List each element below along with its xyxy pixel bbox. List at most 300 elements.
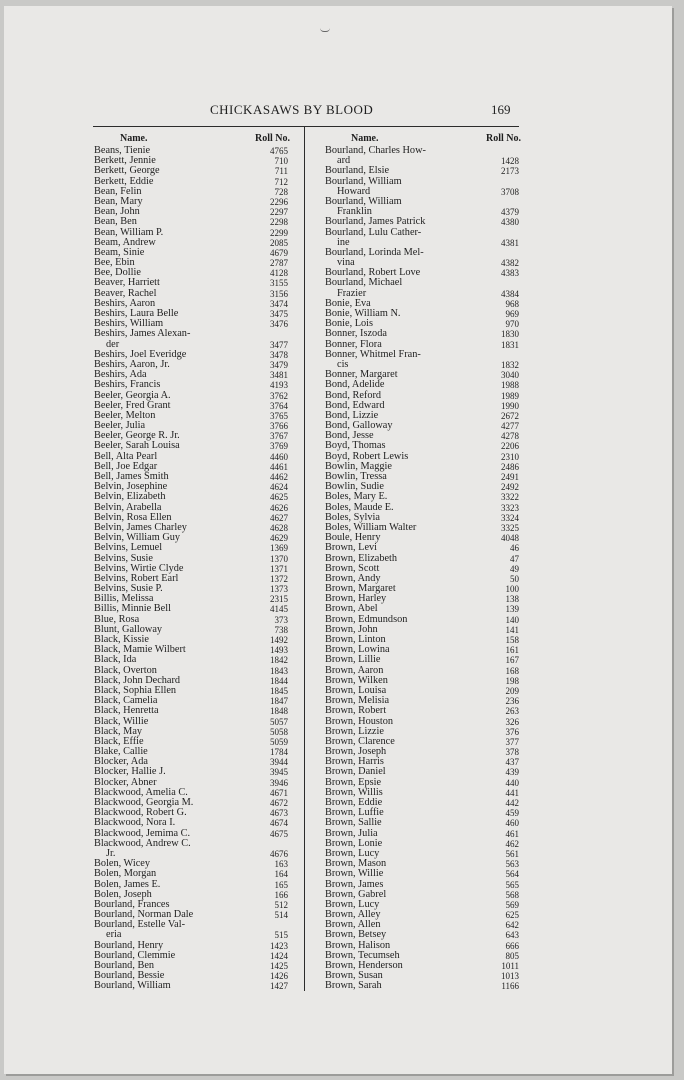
entry-name: Beshirs, Aaron (94, 297, 156, 309)
entry-name: Belvins, Lemuel (94, 542, 163, 554)
entry-roll-number: 1372 (270, 573, 288, 584)
entry-roll-number: 4128 (270, 268, 288, 279)
entry-roll-number: 1013 (501, 971, 519, 982)
name-header: Name. (120, 133, 148, 144)
entry-roll-number: 376 (505, 726, 519, 737)
entry-name: Bourland, William (325, 195, 402, 207)
entry-name: Belvin, Arabella (94, 501, 162, 513)
entry-roll-number: 4461 (270, 461, 288, 472)
entry-roll-number: 515 (274, 930, 288, 941)
entry-name: Brown, Lowina (325, 644, 390, 656)
entry-roll-number: 4381 (501, 237, 519, 248)
entry-roll-number: 1428 (501, 156, 519, 167)
entry-roll-number: 4460 (270, 451, 288, 462)
entry-name: Bonner, Whitmel Fran- (325, 348, 421, 360)
entry-roll-number: 3474 (270, 298, 288, 309)
entry-name: Bourland, Estelle Val- (94, 919, 186, 931)
entry-name: Brown, James (325, 878, 384, 890)
roll-entry (94, 380, 290, 390)
entry-roll-number: 461 (505, 828, 519, 839)
entry-name: Bourland, Henry (94, 939, 164, 951)
entry-name: Brown, Mason (325, 858, 387, 870)
entry-roll-number: 4765 (270, 146, 288, 156)
entry-roll-number: 3324 (501, 512, 519, 523)
entry-roll-number: 3944 (270, 757, 288, 768)
entry-roll-number: 625 (505, 910, 519, 921)
entry-roll-number: 643 (505, 930, 519, 941)
roll-entry (325, 146, 521, 156)
entry-name: Brown, Gabrel (325, 888, 387, 900)
entry-name: Beshirs, Laura Belle (94, 308, 179, 319)
roll-entry (94, 869, 290, 879)
entry-name: Bourland, Michael (325, 277, 403, 289)
entry-name: Bond, Edward (325, 399, 385, 411)
entry-name: Bourland, James Patrick (325, 216, 426, 228)
entry-name: Beshirs, Joel Everidge (94, 348, 187, 360)
page-number: 169 (491, 102, 511, 117)
entry-name: Brown, Harley (325, 593, 387, 605)
entry-roll-number: 4278 (501, 431, 519, 442)
entry-name: Howard (337, 185, 371, 197)
entry-roll-number: 4626 (270, 502, 288, 513)
column-divider (304, 127, 305, 991)
entry-roll-number: 2315 (270, 594, 288, 605)
entry-roll-number: 4628 (270, 522, 288, 533)
entry-name: Brown, Sarah (325, 980, 382, 992)
entry-roll-number: 4627 (270, 512, 288, 523)
entry-name: Black, Camelia (94, 695, 158, 707)
entry-name: Berkett, Jennie (94, 155, 156, 167)
entry-name: Brown, Eddie (325, 797, 383, 808)
entry-roll-number: 166 (274, 889, 288, 900)
entry-roll-number: 263 (505, 706, 519, 717)
entry-roll-number: 3477 (270, 339, 288, 350)
entry-roll-number: 2297 (270, 207, 288, 218)
entry-name: Bourland, Bessie (94, 970, 165, 982)
entry-roll-number: 1371 (270, 563, 288, 574)
entry-roll-number: 4145 (270, 604, 288, 615)
roll-entry (94, 217, 290, 227)
entry-name: Brown, Harris (325, 756, 384, 768)
entry-name: Billis, Melissa (94, 593, 154, 605)
entry-roll-number: 2787 (270, 258, 288, 269)
entry-roll-number: 1831 (501, 339, 519, 350)
entry-name: Brown, Sallie (325, 817, 382, 829)
entry-roll-number: 378 (505, 747, 519, 758)
entry-name: Beam, Sinie (94, 246, 145, 258)
entry-roll-number: 4624 (270, 482, 288, 493)
entry-name: Brown, Abel (325, 603, 378, 615)
roll-entry (325, 869, 521, 879)
entry-roll-number: 3946 (270, 777, 288, 788)
entry-name: Blackwood, Nora I. (94, 817, 176, 829)
entry-roll-number: 3479 (270, 359, 288, 370)
entry-name: Belvins, Robert Earl (94, 572, 179, 584)
entry-roll-number: 168 (505, 665, 519, 676)
entry-name: Brown, Lizzie (325, 725, 384, 737)
entry-name: Bell, Alta Pearl (94, 450, 158, 462)
entry-name: Blunt, Galloway (94, 623, 163, 635)
entry-roll-number: 561 (505, 848, 519, 859)
entry-name: Brown, Joseph (325, 746, 387, 758)
entry-name: Brown, Scott (325, 562, 380, 574)
entry-name: Bowlin, Tressa (325, 471, 387, 482)
entry-name: Brown, Wilken (325, 674, 388, 686)
entry-name: Belvins, Susie (94, 552, 153, 564)
entry-name: Beshirs, William (94, 318, 164, 330)
entry-name: Beshirs, James Alexan- (94, 328, 191, 340)
entry-roll-number: 969 (505, 309, 519, 319)
entry-name: Boles, Maude E. (325, 501, 394, 513)
entry-name: Bourland, Lulu Cather- (325, 226, 422, 238)
entry-name: Beshirs, Ada (94, 369, 147, 381)
entry-name: Bell, James Smith (94, 471, 169, 482)
entry-roll-number: 3767 (270, 431, 288, 442)
roll-entry (325, 380, 521, 390)
entry-roll-number: 968 (505, 298, 519, 309)
entry-name: Frazier (337, 287, 367, 299)
entry-roll-number: 1492 (270, 635, 288, 645)
entry-roll-number: 3155 (270, 278, 288, 289)
entry-name: Beeler, Melton (94, 409, 156, 421)
entry-roll-number: 512 (274, 899, 288, 910)
entry-roll-number: 1843 (270, 665, 288, 676)
entry-name: Blackwood, Andrew C. (94, 837, 191, 849)
entry-roll-number: 711 (274, 166, 288, 177)
entry-name: Bonie, William N. (325, 308, 401, 319)
entry-name: Brown, Margaret (325, 583, 396, 595)
entry-roll-number: 138 (505, 594, 519, 605)
entry-name: ard (337, 155, 351, 167)
entry-roll-number: 3708 (501, 186, 519, 197)
entry-roll-number: 4277 (501, 421, 519, 432)
entry-name: Bourland, Elsie (325, 165, 390, 177)
roll-entry (94, 706, 290, 716)
entry-name: Bonner, Flora (325, 338, 382, 350)
entry-name: Franklin (337, 206, 372, 218)
entry-name: Brown, Elizabeth (325, 552, 398, 564)
entry-roll-number: 441 (505, 787, 519, 798)
header-rule (93, 126, 519, 127)
entry-roll-number: 4672 (270, 798, 288, 808)
entry-name: vina (337, 257, 355, 269)
entry-roll-number: 2491 (501, 472, 519, 482)
document-page (4, 6, 672, 1074)
entry-name: Brown, Willie (325, 868, 384, 880)
entry-roll-number: 1830 (501, 329, 519, 340)
entry-name: Bee, Dollie (94, 267, 141, 279)
entry-roll-number: 3156 (270, 288, 288, 299)
entry-roll-number: 3476 (270, 319, 288, 330)
paper-mark (320, 28, 330, 32)
entry-roll-number: 5059 (270, 736, 288, 747)
entry-name: Bell, Joe Edgar (94, 460, 158, 472)
entry-roll-number: 167 (505, 655, 519, 666)
entry-name: Bourland, Lorinda Mel- (325, 246, 424, 258)
entry-roll-number: 326 (505, 716, 519, 727)
entry-name: Bolen, James E. (94, 878, 161, 890)
roll-header: Roll No. (486, 133, 521, 144)
entry-name: Brown, Aaron (325, 664, 384, 676)
entry-roll-number: 165 (274, 879, 288, 890)
roll-entry (325, 706, 521, 716)
entry-roll-number: 46 (510, 543, 519, 554)
entry-name: Bourland, Norman Dale (94, 909, 194, 921)
entry-roll-number: 163 (274, 859, 288, 870)
roll-entry (94, 329, 290, 339)
entry-roll-number: 4379 (501, 207, 519, 218)
entry-roll-number: 4673 (270, 808, 288, 819)
entry-name: Blackwood, Jemima C. (94, 827, 191, 839)
entry-roll-number: 1427 (270, 981, 288, 992)
entry-roll-number: 1423 (270, 940, 288, 951)
entry-name: Bolen, Joseph (94, 888, 152, 900)
left-rows (94, 146, 290, 992)
entry-roll-number: 373 (274, 614, 288, 625)
roll-entry (94, 543, 290, 553)
entry-roll-number: 712 (274, 176, 288, 187)
entry-name: Billis, Minnie Bell (94, 603, 171, 615)
entry-roll-number: 2310 (501, 451, 519, 462)
entry-roll-number: 514 (274, 910, 288, 921)
entry-name: Black, John Dechard (94, 674, 181, 686)
entry-roll-number: 209 (505, 685, 519, 696)
entry-name: Bond, Adelide (325, 379, 385, 391)
entry-name: Bolen, Wicey (94, 858, 151, 870)
entry-roll-number: 2299 (270, 227, 288, 238)
entry-roll-number: 439 (505, 767, 519, 778)
entry-name: Bond, Lizzie (325, 409, 379, 421)
entry-roll-number: 3325 (501, 522, 519, 533)
entry-name: Bean, Felin (94, 185, 142, 197)
entry-roll-number: 4048 (501, 533, 519, 544)
entry-name: Brown, Julia (325, 827, 378, 839)
entry-roll-number: 377 (505, 736, 519, 747)
entry-name: Blue, Rosa (94, 613, 140, 625)
entry-name: Brown, Lucy (325, 847, 380, 859)
entry-name: Jr. (106, 847, 116, 859)
entry-roll-number: 1988 (501, 380, 519, 391)
entry-name: Brown, Lonie (325, 837, 383, 849)
entry-roll-number: 2298 (270, 217, 288, 228)
entry-name: Boyd, Thomas (325, 440, 386, 452)
entry-name: Beeler, Georgia A. (94, 389, 171, 401)
entry-roll-number: 2206 (501, 441, 519, 452)
entry-name: Brown, Clarence (325, 735, 395, 747)
entry-name: Black, May (94, 725, 143, 737)
entry-roll-number: 139 (505, 604, 519, 615)
entry-roll-number: 440 (505, 777, 519, 788)
entry-name: Boles, William Walter (325, 521, 417, 533)
entry-roll-number: 3478 (270, 349, 288, 360)
entry-name: Brown, Allen (325, 919, 381, 931)
entry-name: Belvins, Wirtie Clyde (94, 562, 184, 574)
entry-roll-number: 1373 (270, 584, 288, 595)
entry-name: Brown, Epsie (325, 776, 382, 788)
entry-roll-number: 3769 (270, 441, 288, 452)
entry-roll-number: 1990 (501, 400, 519, 411)
entry-roll-number: 569 (505, 899, 519, 910)
entry-roll-number: 460 (505, 818, 519, 829)
entry-roll-number: 2672 (501, 410, 519, 421)
entry-roll-number: 1847 (270, 696, 288, 707)
entry-name: Brown, Alley (325, 909, 381, 921)
entry-roll-number: 2085 (270, 237, 288, 248)
entry-name: Beeler, George R. Jr. (94, 430, 180, 442)
left-column (94, 133, 290, 992)
entry-roll-number: 564 (505, 869, 519, 880)
entry-roll-number: 1166 (501, 981, 519, 992)
entry-name: eria (106, 929, 122, 941)
entry-name: Bean, William P. (94, 226, 164, 238)
entry-name: Bean, Mary (94, 195, 143, 207)
entry-name: Beaver, Harriett (94, 277, 160, 289)
roll-entry (325, 981, 521, 991)
entry-roll-number: 442 (505, 798, 519, 808)
entry-roll-number: 970 (505, 319, 519, 330)
entry-roll-number: 141 (505, 624, 519, 635)
entry-roll-number: 2492 (501, 482, 519, 493)
entry-roll-number: 565 (505, 879, 519, 890)
entry-name: Brown, Louisa (325, 684, 387, 696)
entry-name: Brown, Halison (325, 939, 391, 951)
entry-roll-number: 4675 (270, 828, 288, 839)
entry-roll-number: 4383 (501, 268, 519, 279)
entry-name: Belvin, James Charley (94, 521, 187, 533)
entry-name: Black, Mamie Wilbert (94, 644, 186, 656)
roll-entry (94, 981, 290, 991)
entry-name: Brown, Luffie (325, 807, 384, 819)
entry-roll-number: 462 (505, 838, 519, 849)
entry-roll-number: 1845 (270, 685, 288, 696)
entry-roll-number: 5057 (270, 716, 288, 727)
entry-roll-number: 3766 (270, 421, 288, 432)
entry-name: Bolen, Morgan (94, 868, 157, 880)
entry-roll-number: 2486 (501, 461, 519, 472)
roll-entry (94, 920, 290, 930)
entry-roll-number: 4679 (270, 247, 288, 258)
entry-name: Bonie, Eva (325, 297, 371, 309)
entry-name: Brown, Houston (325, 715, 394, 727)
entry-name: Bourland, Charles How- (325, 145, 426, 156)
entry-roll-number: 5058 (270, 726, 288, 737)
entry-roll-number: 1369 (270, 543, 288, 554)
entry-roll-number: 4193 (270, 380, 288, 391)
entry-roll-number: 198 (505, 675, 519, 686)
entry-roll-number: 140 (505, 614, 519, 625)
entry-roll-number: 3322 (501, 492, 519, 503)
entry-name: Blackwood, Georgia M. (94, 797, 194, 808)
name-header: Name. (351, 133, 379, 144)
entry-roll-number: 1493 (270, 645, 288, 656)
entry-name: Beans, Tienie (94, 145, 151, 156)
page-header (4, 102, 672, 118)
entry-name: Bond, Jesse (325, 430, 374, 442)
entry-name: Bonner, Margaret (325, 369, 398, 381)
entry-name: Bowlin, Sudie (325, 481, 384, 493)
entry-roll-number: 1370 (270, 553, 288, 564)
entry-roll-number: 710 (274, 156, 288, 167)
entry-roll-number: 4671 (270, 787, 288, 798)
entry-roll-number: 1425 (270, 961, 288, 971)
entry-roll-number: 1424 (270, 950, 288, 961)
entry-name: Brown, Edmundson (325, 613, 408, 625)
entry-name: Berkett, George (94, 165, 160, 177)
entry-roll-number: 805 (505, 950, 519, 961)
entry-name: Beaver, Rachel (94, 287, 157, 299)
entry-roll-number: 728 (274, 186, 288, 197)
entry-name: Brown, Tecumseh (325, 949, 400, 961)
entry-roll-number: 3323 (501, 502, 519, 513)
entry-name: Blackwood, Amelia C. (94, 786, 188, 798)
entry-roll-number: 4629 (270, 533, 288, 544)
entry-roll-number: 4380 (501, 217, 519, 228)
entry-name: Bean, John (94, 206, 140, 218)
entry-name: Blocker, Ada (94, 756, 148, 768)
entry-name: Brown, Henderson (325, 960, 403, 971)
entry-name: Blocker, Abner (94, 776, 157, 788)
entry-name: Beeler, Julia (94, 420, 146, 432)
entry-name: Brown, Willis (325, 786, 383, 798)
entry-roll-number: 459 (505, 808, 519, 819)
entry-name: Brown, Levi (325, 542, 378, 554)
entry-roll-number: 437 (505, 757, 519, 768)
entry-roll-number: 100 (505, 584, 519, 595)
entry-name: Brown, Lucy (325, 898, 380, 910)
entry-name: Belvin, Elizabeth (94, 491, 166, 503)
entry-roll-number: 4384 (501, 288, 519, 299)
entry-name: Beam, Andrew (94, 236, 156, 248)
entry-name: Beshirs, Aaron, Jr. (94, 358, 170, 370)
entry-roll-number: 2173 (501, 166, 519, 177)
entry-name: Brown, Melisia (325, 695, 390, 707)
roll-entry (325, 543, 521, 553)
entry-name: Beeler, Fred Grant (94, 399, 171, 411)
entry-name: Beshirs, Francis (94, 379, 161, 391)
entry-name: Belvin, Josephine (94, 481, 168, 493)
entry-name: Brown, Linton (325, 634, 386, 645)
entry-roll-number: 3040 (501, 370, 519, 381)
entry-roll-number: 3762 (270, 390, 288, 401)
entry-name: Black, Willie (94, 715, 149, 727)
entry-name: Brown, Andy (325, 572, 381, 584)
entry-roll-number: 1011 (501, 961, 519, 971)
entry-roll-number: 1784 (270, 747, 288, 758)
entry-roll-number: 4625 (270, 492, 288, 503)
entry-name: cis (337, 358, 349, 370)
entry-name: Blocker, Hallie J. (94, 766, 166, 778)
roll-entry (325, 217, 521, 227)
entry-roll-number: 3481 (270, 370, 288, 381)
entry-name: Brown, Betsey (325, 929, 387, 941)
entry-roll-number: 1848 (270, 706, 288, 717)
entry-name: Bourland, William (94, 980, 171, 992)
entry-name: ine (337, 236, 350, 248)
entry-name: Black, Sophia Ellen (94, 684, 177, 696)
entry-name: Belvin, William Guy (94, 532, 181, 544)
entry-roll-number: 49 (510, 563, 519, 574)
entry-name: Blake, Callie (94, 746, 148, 758)
entry-name: Black, Kissie (94, 634, 149, 645)
entry-roll-number: 1844 (270, 675, 288, 686)
entry-roll-number: 2296 (270, 196, 288, 207)
entry-name: Brown, John (325, 623, 378, 635)
entry-roll-number: 164 (274, 869, 288, 880)
roll-entry (325, 350, 521, 360)
entry-name: Brown, Daniel (325, 766, 386, 778)
entry-name: Bond, Reford (325, 389, 382, 401)
entry-roll-number: 3764 (270, 400, 288, 411)
